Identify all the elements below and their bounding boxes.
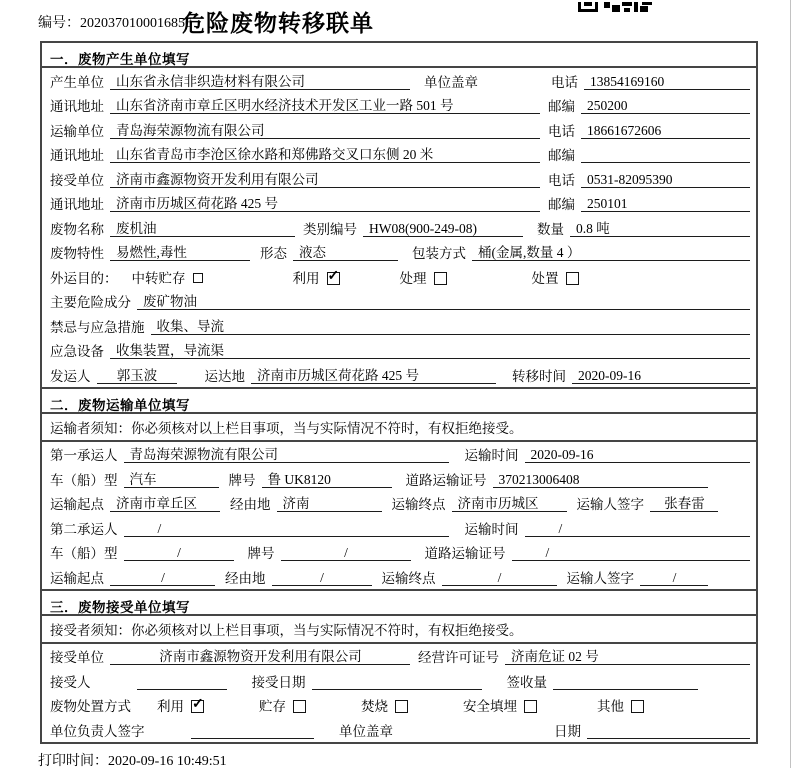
transport-phone-value: 18661672606 — [581, 123, 750, 139]
checkbox — [327, 272, 340, 285]
waste-name-value: 废机油 — [110, 221, 295, 237]
checkbox-label: 其他 — [597, 699, 624, 714]
road-permit-label: 道路运输证号 — [424, 546, 506, 561]
row-transport-address — [42, 142, 756, 167]
destination-value: 济南市历城区荷花路 425 号 — [251, 368, 496, 384]
carrier-sign-label: 运输人签字 — [576, 497, 644, 512]
checkbox-label: 安全填埋 — [463, 699, 517, 714]
checkbox-label: 处理 — [399, 270, 427, 286]
producer-unit-value: 山东省永信非织造材料有限公司 — [110, 74, 410, 90]
received-qty-label: 签收量 — [506, 674, 547, 690]
section-transporter — [42, 387, 756, 589]
field-label: 车（船）型 — [50, 546, 118, 561]
field-label: 运输起点 — [50, 497, 104, 512]
field-label: 接受单位 — [50, 172, 104, 188]
receiver-phone-value: 0531-82095390 — [581, 172, 750, 188]
checkbox — [434, 272, 447, 285]
via-value: 济南 — [277, 496, 382, 512]
field-label: 禁忌与应急措施 — [50, 319, 145, 335]
route-end-2-value: / — [442, 570, 557, 586]
transfer-time-label: 转移时间 — [512, 368, 566, 384]
field-label: 通讯地址 — [50, 197, 104, 212]
field-label: 主要危险成分 — [50, 295, 131, 310]
row-waste-property — [42, 240, 756, 265]
plate-2-value: / — [281, 545, 411, 561]
waste-property-value: 易燃性,毒性 — [110, 245, 250, 261]
field-label: 废物特性 — [50, 246, 104, 261]
producer-postcode-value: 250200 — [581, 98, 750, 114]
route-end-label: 运输终点 — [381, 570, 436, 586]
row-vehicle-1 — [42, 466, 756, 491]
receive-date-value — [312, 675, 482, 690]
row-transfer-purpose — [42, 264, 756, 289]
license-value: 济南危证 02 号 — [505, 649, 750, 665]
checkbox — [395, 700, 408, 713]
checkbox-label: 利用 — [157, 699, 184, 714]
row-consignor — [42, 362, 756, 387]
checkbox — [293, 700, 306, 713]
producer-phone-value: 13854169160 — [584, 74, 750, 90]
date-label: 日期 — [554, 723, 582, 739]
checkbox — [191, 700, 204, 713]
row-second-carrier — [42, 515, 756, 540]
field-label: 废物处置方式 — [50, 699, 131, 714]
row-responsible-sign — [42, 717, 756, 742]
row-disposal-method — [42, 693, 756, 718]
transport-address-value: 山东省青岛市李沧区徐水路和郑佛路交叉口东侧 20 米 — [110, 147, 540, 163]
form-state-label: 形态 — [260, 246, 287, 261]
packaging-label: 包装方式 — [412, 246, 466, 261]
quantity-value: 0.8 吨 — [570, 221, 750, 237]
row-receiver-person — [42, 668, 756, 693]
received-qty-value — [553, 675, 698, 690]
receive-date-label: 接受日期 — [251, 674, 306, 690]
second-carrier-value: / — [124, 521, 449, 537]
packaging-value: 桶(金属,数量 4 ） — [472, 245, 750, 261]
field-label: 废物名称 — [50, 221, 104, 237]
field-label: 发运人 — [50, 368, 91, 384]
road-permit-label: 道路运输证号 — [405, 472, 487, 488]
row-route-2 — [42, 564, 756, 589]
checkbox — [524, 700, 537, 713]
row-transport-unit — [42, 117, 756, 142]
checkbox — [193, 273, 203, 283]
purpose-option — [293, 271, 340, 286]
producer-address-value: 山东省济南市章丘区明水经济技术开发区工业一路 501 号 — [110, 98, 540, 114]
quantity-label: 数量 — [537, 221, 564, 237]
field-label: 通讯地址 — [50, 148, 104, 163]
section-2-title: 二．废物运输单位填写 — [42, 389, 756, 414]
vehicle-type-value: 汽车 — [124, 472, 219, 488]
purpose-option — [532, 271, 579, 286]
license-label: 经营许可证号 — [418, 650, 499, 665]
carrier-sign-2-value: / — [640, 570, 708, 586]
print-time-value: 2020-09-16 10:49:51 — [108, 754, 227, 769]
checkbox-label: 贮存 — [259, 699, 286, 714]
category-code-label: 类别编号 — [303, 221, 357, 237]
receiver-address-value: 济南市历城区荷花路 425 号 — [110, 196, 540, 212]
row-emergency-measures — [42, 313, 756, 338]
row-hazard-component — [42, 289, 756, 314]
destination-label: 运达地 — [204, 368, 245, 384]
unit-seal-label: 单位盖章 — [339, 723, 394, 739]
field-label: 单位负责人签字 — [50, 723, 145, 739]
manifest-table — [40, 41, 758, 744]
postcode-label: 邮编 — [548, 148, 575, 163]
disposal-option — [361, 699, 408, 714]
postcode-label: 邮编 — [548, 99, 575, 114]
row-receiving-unit — [42, 644, 756, 669]
field-label: 外运目的： — [50, 270, 118, 286]
route-origin-value: 济南市章丘区 — [110, 496, 220, 512]
plate-label: 牌号 — [247, 546, 275, 561]
disposal-option — [259, 699, 306, 714]
qr-code-fragment — [578, 0, 652, 18]
transfer-time-value: 2020-09-16 — [572, 368, 750, 384]
field-label: 应急设备 — [50, 344, 104, 359]
phone-label: 电话 — [548, 123, 575, 139]
disposal-option — [463, 699, 537, 714]
form-state-value: 液态 — [293, 245, 398, 261]
plate-value: 鲁 UK8120 — [262, 472, 392, 488]
postcode-label: 邮编 — [548, 197, 575, 212]
checkbox — [566, 272, 579, 285]
receiver-notice: 接受者须知：你必须核对以上栏目事项，当与实际情况不符时，有权拒绝接受。 — [42, 616, 756, 644]
receiver-postcode-value: 250101 — [581, 196, 750, 212]
vehicle-type-2-value: / — [124, 545, 234, 561]
print-time-label: 打印时间： — [38, 754, 108, 769]
page-title: 危险废物转移联单 — [182, 11, 374, 36]
purpose-option — [400, 271, 447, 286]
route-origin-2-value: / — [110, 570, 215, 586]
field-label: 第一承运人 — [50, 448, 118, 463]
responsible-sign-value — [191, 724, 315, 739]
field-label: 运输起点 — [50, 570, 104, 586]
via-label: 经由地 — [230, 497, 271, 512]
transport-time-label: 运输时间 — [464, 521, 519, 537]
row-emergency-equipment — [42, 338, 756, 363]
row-route-1 — [42, 491, 756, 516]
checkbox-label: 处置 — [531, 270, 559, 286]
section-1-title: 一．废物产生单位填写 — [42, 43, 756, 68]
row-producer-address — [42, 93, 756, 118]
transporter-notice: 运输者须知：你必须核对以上栏目事项，当与实际情况不符时，有权拒绝接受。 — [42, 414, 756, 442]
field-label: 通讯地址 — [50, 99, 104, 114]
phone-label: 电话 — [548, 172, 575, 188]
field-label: 接受单位 — [50, 650, 104, 665]
receiver-unit-value: 济南市鑫源物资开发利用有限公司 — [110, 172, 540, 188]
row-waste-name — [42, 215, 756, 240]
row-receiver-unit — [42, 166, 756, 191]
road-permit-value: 370213006408 — [493, 472, 708, 488]
disposal-option — [597, 699, 644, 714]
field-label: 第二承运人 — [50, 521, 118, 537]
row-first-carrier — [42, 442, 756, 467]
disposal-option — [157, 699, 204, 714]
serial-label: 编号： — [38, 16, 80, 31]
via-label: 经由地 — [225, 570, 266, 586]
field-label: 产生单位 — [50, 74, 104, 90]
receiving-unit-value: 济南市鑫源物资开发利用有限公司 — [110, 649, 410, 665]
row-vehicle-2 — [42, 540, 756, 565]
row-receiver-address — [42, 191, 756, 216]
unit-seal-label: 单位盖章 — [424, 74, 478, 90]
print-time — [38, 750, 227, 770]
emergency-measures-value: 收集、导流 — [151, 319, 751, 335]
transport-time-label: 运输时间 — [464, 448, 519, 463]
transport-postcode-value — [581, 148, 750, 163]
transport-unit-value: 青岛海荣源物流有限公司 — [110, 123, 540, 139]
section-3-title: 三．废物接受单位填写 — [42, 591, 756, 616]
phone-label: 电话 — [551, 74, 578, 90]
plate-label: 牌号 — [228, 472, 256, 488]
checkbox-label: 焚烧 — [361, 699, 388, 714]
route-end-value: 济南市历城区 — [452, 496, 567, 512]
field-label: 车（船）型 — [50, 472, 118, 488]
section-receiver — [42, 589, 756, 742]
scan-page-edge — [790, 0, 791, 768]
checkbox — [631, 700, 644, 713]
field-label: 运输单位 — [50, 123, 104, 139]
checkbox-label: 中转贮存 — [131, 270, 186, 286]
serial-value: 2020370100016856 — [80, 16, 192, 31]
purpose-option — [132, 271, 203, 286]
transport-time-2-value: / — [525, 521, 751, 537]
carrier-sign-value: 张春雷 — [650, 496, 718, 512]
route-end-label: 运输终点 — [391, 497, 446, 512]
date-value — [587, 724, 750, 739]
receiver-person-value — [137, 675, 227, 690]
first-carrier-value: 青岛海荣源物流有限公司 — [124, 447, 449, 463]
via-2-value: / — [272, 570, 372, 586]
transport-time-value: 2020-09-16 — [525, 447, 751, 463]
carrier-sign-label: 运输人签字 — [566, 570, 634, 586]
section-producer — [42, 43, 756, 387]
road-permit-2-value: / — [512, 545, 751, 561]
checkbox-label: 利用 — [292, 270, 320, 286]
category-code-value: HW08(900-249-08) — [363, 221, 523, 237]
field-label: 接受人 — [50, 674, 91, 690]
row-producer-unit — [42, 68, 756, 93]
emergency-equipment-value: 收集装置，导流渠 — [110, 343, 750, 359]
consignor-value: 郭玉波 — [97, 368, 177, 384]
hazard-component-value: 废矿物油 — [137, 294, 750, 310]
